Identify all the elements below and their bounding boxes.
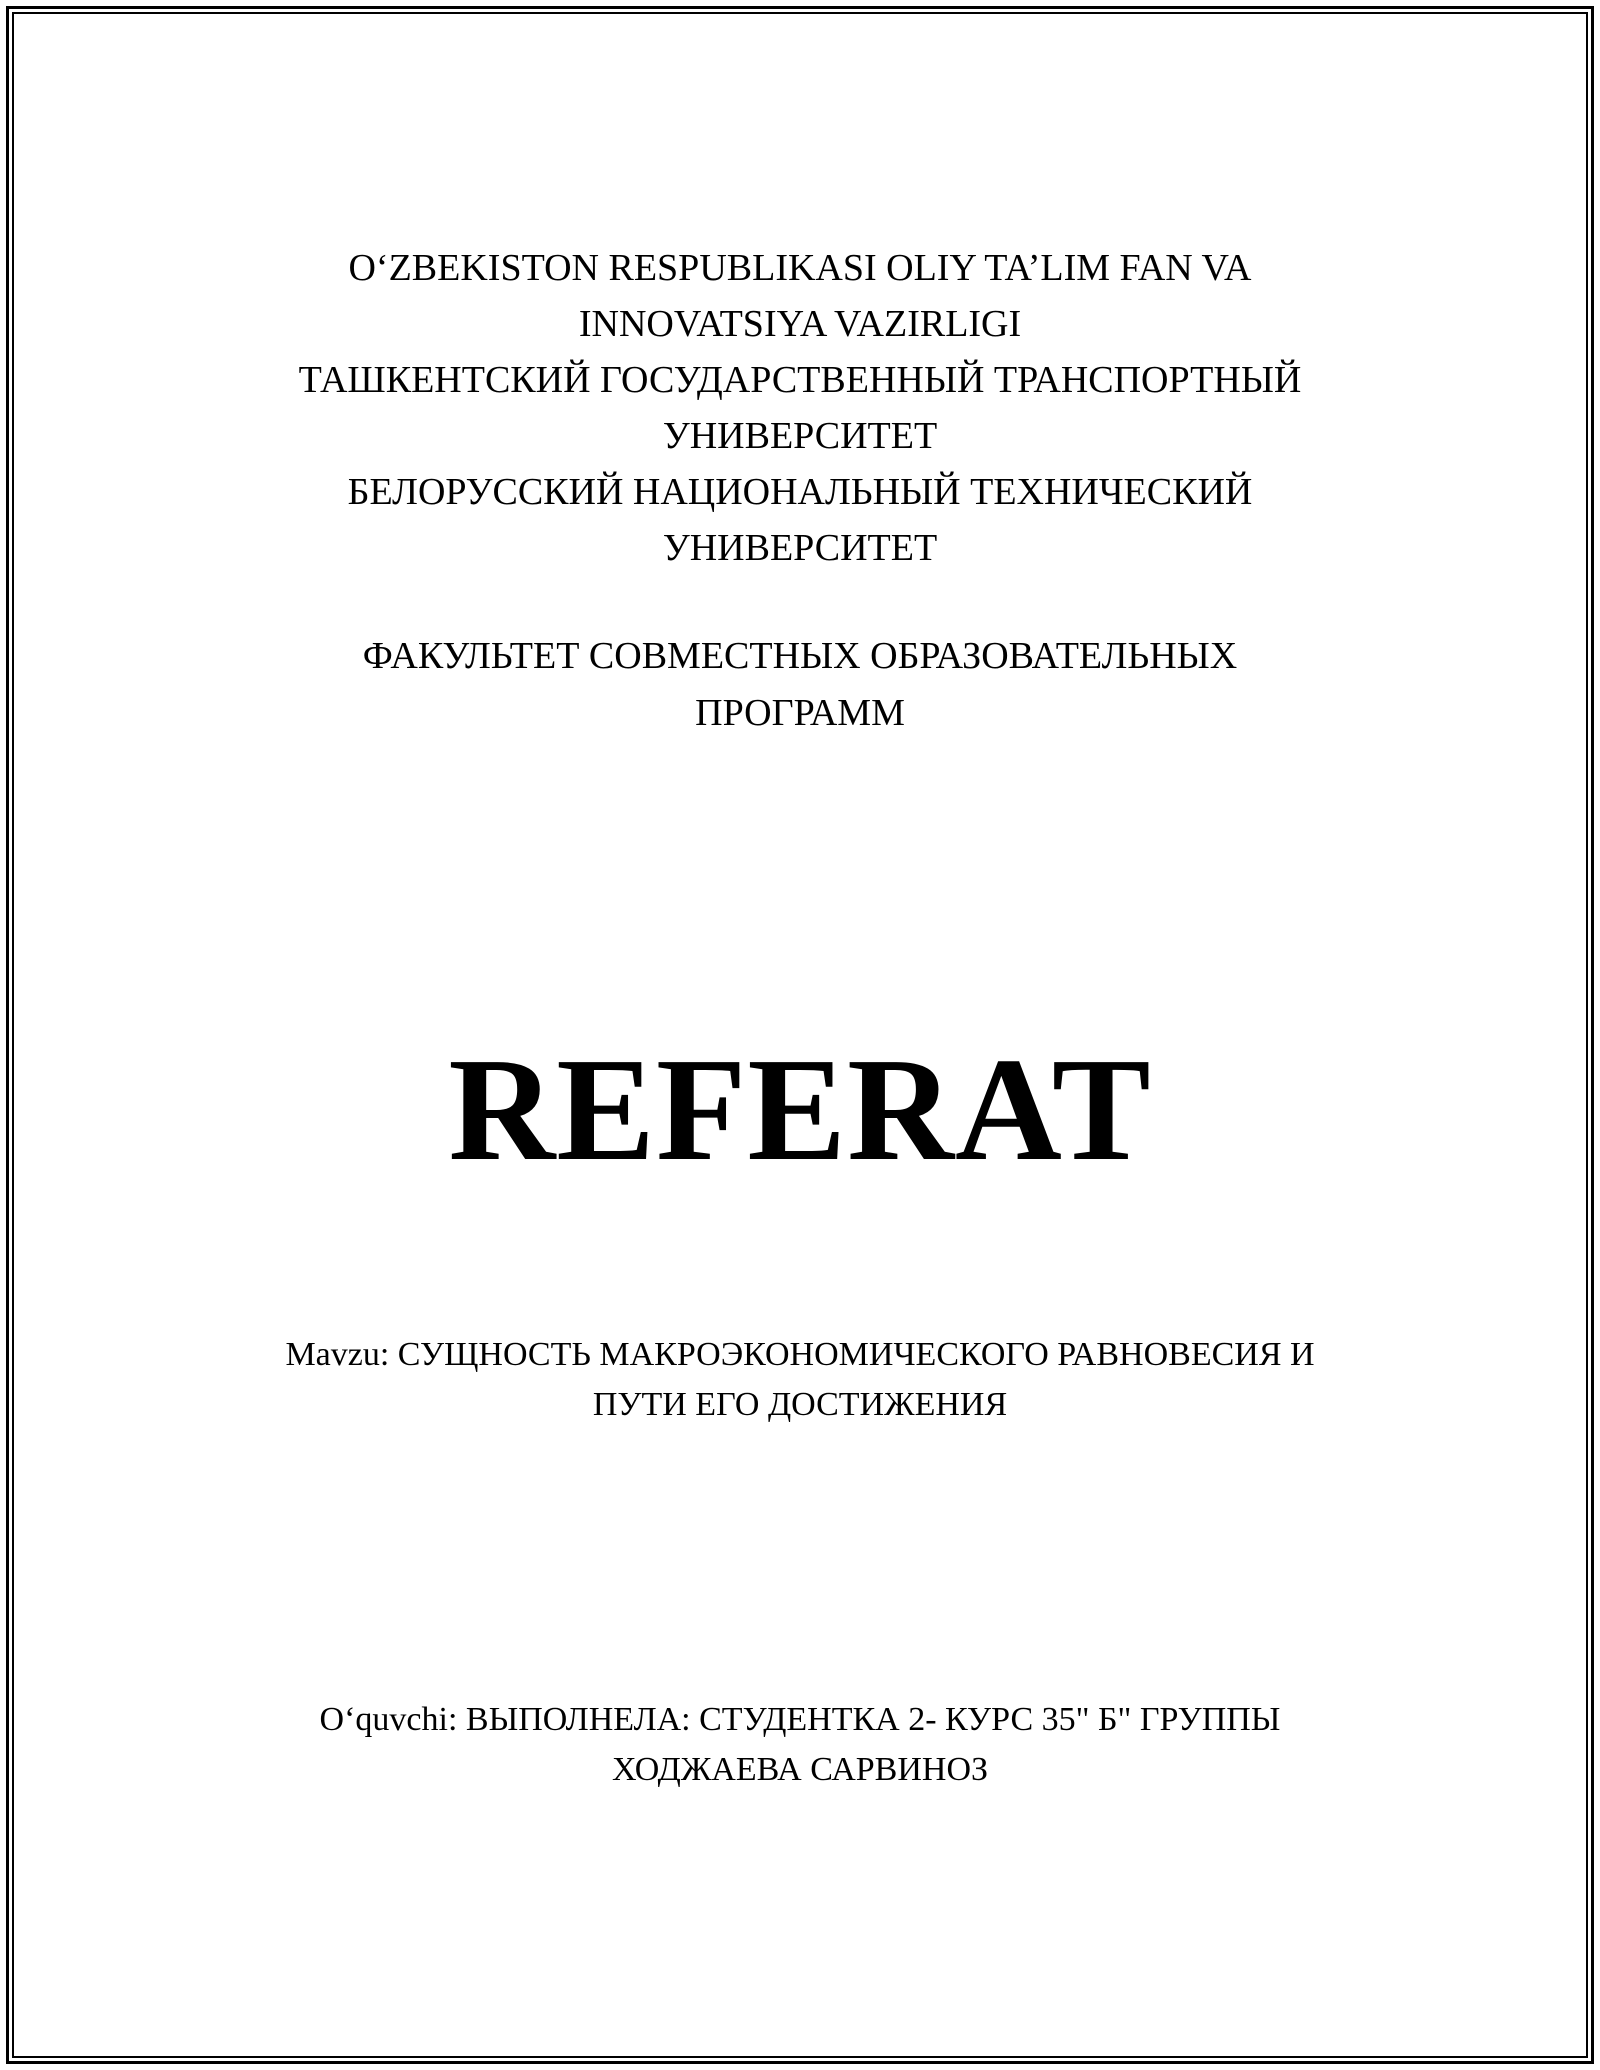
faculty-line: ПРОГРАММ xyxy=(695,692,905,734)
topic-line: ПУТИ ЕГО ДОСТИЖЕНИЯ xyxy=(592,1386,1008,1423)
header-line: O‘ZBEKISTON RESPUBLIKASI OLIY TA’LIM FAN VA xyxy=(348,247,1252,289)
header-line: БЕЛОРУССКИЙ НАЦИОНАЛЬНЫЙ ТЕХНИЧЕСКИЙ xyxy=(347,471,1253,513)
header-line: INNOVATSIYA VAZIRLIGI xyxy=(578,303,1022,345)
faculty-line: ФАКУЛЬТЕТ СОВМЕСТНЫХ ОБРАЗОВАТЕЛЬНЫХ xyxy=(362,635,1238,677)
header-line: УНИВЕРСИТЕТ xyxy=(662,415,938,457)
ministry-university-header xyxy=(0,240,1600,576)
document-title: REFERAT xyxy=(448,1028,1152,1192)
topic-section xyxy=(0,1330,1600,1430)
faculty-heading xyxy=(0,628,1600,742)
student-section xyxy=(0,1695,1600,1795)
student-line: ХОДЖАЕВА САРВИНОЗ xyxy=(611,1751,989,1788)
student-line: O‘quvchi: ВЫПОЛНЕЛА: СТУДЕНТКА 2- КУРС 35" Б" ГРУППЫ xyxy=(319,1701,1281,1738)
topic-line: Mavzu: СУЩНОСТЬ МАКРОЭКОНОМИЧЕСКОГО РАВНОВЕСИЯ И xyxy=(285,1336,1315,1373)
header-line: УНИВЕРСИТЕТ xyxy=(662,527,938,569)
header-line: ТАШКЕНТСКИЙ ГОСУДАРСТВЕННЫЙ ТРАНСПОРТНЫЙ xyxy=(298,359,1302,401)
